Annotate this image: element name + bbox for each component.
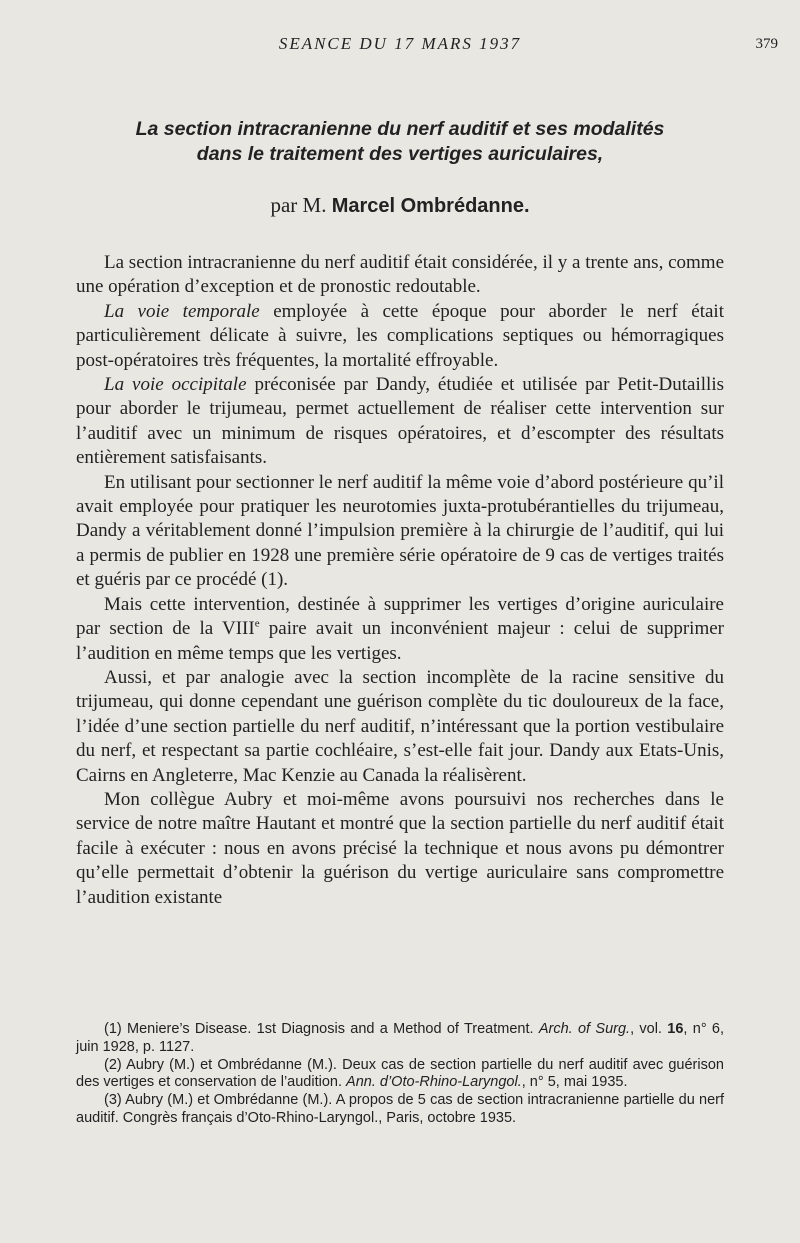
paragraph-5 — [76, 593, 724, 666]
page-header — [0, 34, 800, 58]
footnote-2 — [76, 1057, 724, 1093]
footnote-1 — [76, 1021, 724, 1057]
paragraph-6: Aussi, et par analogie avec la section incomplète de la racine sensitive du trijumeau, qui donne cependant une guérison complète du tic douloureux de la face, l’idée d’une section partielle du nerf auditif, n’intéressant que la portion vestibulaire du nerf, et respectant sa partie cochléaire, s’est-elle fait jour. Dandy aux Etats-Unis, Cairns en Angleterre, Mac Kenzie au Canada la réalisèrent. — [76, 666, 724, 786]
paragraph-7: Mon collègue Aubry et moi-même avons poursuivi nos recherches dans le service de notre maître Hautant et montré que la section partielle du nerf auditif était facile à exécuter : nous en avons précisé la technique et nous avons pu démontrer qu’elle permettait d’obtenir la guérison du vertige auriculaire sans compromettre l’audition existante — [76, 788, 724, 908]
article-title — [80, 117, 720, 167]
footnote-3: (3) Aubry (M.) et Ombrédanne (M.). A propos de 5 cas de section intracranienne partielle du nerf auditif. Congrès français d’Oto-Rhino-Laryngol., Paris, octobre 1935. — [76, 1092, 724, 1126]
paragraph-4: En utilisant pour sectionner le nerf auditif la même voie d’abord postérieure qu’il avait employée pour pratiquer les neurotomies juxta-protubérantielles du trijumeau, Dandy a véritablement donné l’impulsion première à la chirurgie de l’auditif, qui lui a permis de publier en 1928 une première série opératoire de 9 cas de vertiges traités et guéris par ce procédé (1). — [76, 471, 724, 591]
article-body — [76, 251, 724, 910]
paragraph-2 — [76, 300, 724, 373]
byline — [0, 193, 800, 218]
emphasis-voie-temporale: La voie temporale — [104, 300, 260, 322]
superscript-e: e — [254, 617, 260, 630]
paragraph-5-text-a: Mais cette intervention, destinée à supprimer les vertiges d’origine auriculaire par section de la VIII — [76, 593, 724, 640]
paragraph-1: La section intracranienne du nerf auditif était considérée, il y a trente ans, comme une opération d’exception et de pronostic redoutable. — [76, 252, 724, 298]
page-number: 379 — [755, 36, 778, 52]
paragraph-3-text: préconisée par Dandy, étudiée et utilisée par Petit-Dutaillis pour aborder le trijumeau, permet actuellement de réaliser cette intervention sur l’auditif avec un minimum de risques opératoires, et d’escompter des résultats entièrement satisfaisants. — [76, 374, 724, 469]
emphasis-voie-occipitale: La voie occipitale — [104, 374, 247, 396]
footnote-1-volume: 16 — [667, 1021, 684, 1037]
footnote-1-journal: Arch. of Surg. — [538, 1021, 631, 1037]
title-line-2: dans le traitement des vertiges auriculaires, — [196, 143, 604, 165]
running-head: SEANCE DU 17 MARS 1937 — [278, 34, 522, 53]
footnote-2-text-a: (2) Aubry (M.) et Ombrédanne (M.). Deux cas de section partielle du nerf auditif avec guérison des vertiges et conservation de l’audition. — [76, 1056, 724, 1091]
paragraph-5-text-b: paire avait un inconvénient majeur : celui de supprimer l’audition en même temps que les vertiges. — [76, 618, 724, 664]
footnote-2-text-b: , n° 5, mai 1935. — [521, 1074, 628, 1091]
author-name: Marcel Ombrédanne. — [331, 195, 530, 217]
footnote-2-journal: Ann. d’Oto-Rhino-Laryngol. — [346, 1074, 522, 1091]
paragraph-2-text: employée à cette époque pour aborder le nerf était particulièrement délicate à suivre, les complications septiques ou hémorragiques post-opératoires très fréquentes, la mortalité effroyable. — [76, 300, 724, 371]
paragraph-3 — [76, 373, 724, 471]
footnotes — [76, 1021, 724, 1128]
byline-prefix: par M. — [270, 193, 327, 217]
title-line-1: La section intracranienne du nerf auditif et ses modalités — [135, 118, 665, 140]
footnote-1-text-b: , vol. — [630, 1021, 662, 1037]
footnote-1-text-a: (1) Meniere’s Disease. 1st Diagnosis and a Method of Treatment. — [104, 1021, 534, 1037]
footnote-1-text-c: , n° 6, juin 1928, p. 1127. — [76, 1021, 725, 1055]
